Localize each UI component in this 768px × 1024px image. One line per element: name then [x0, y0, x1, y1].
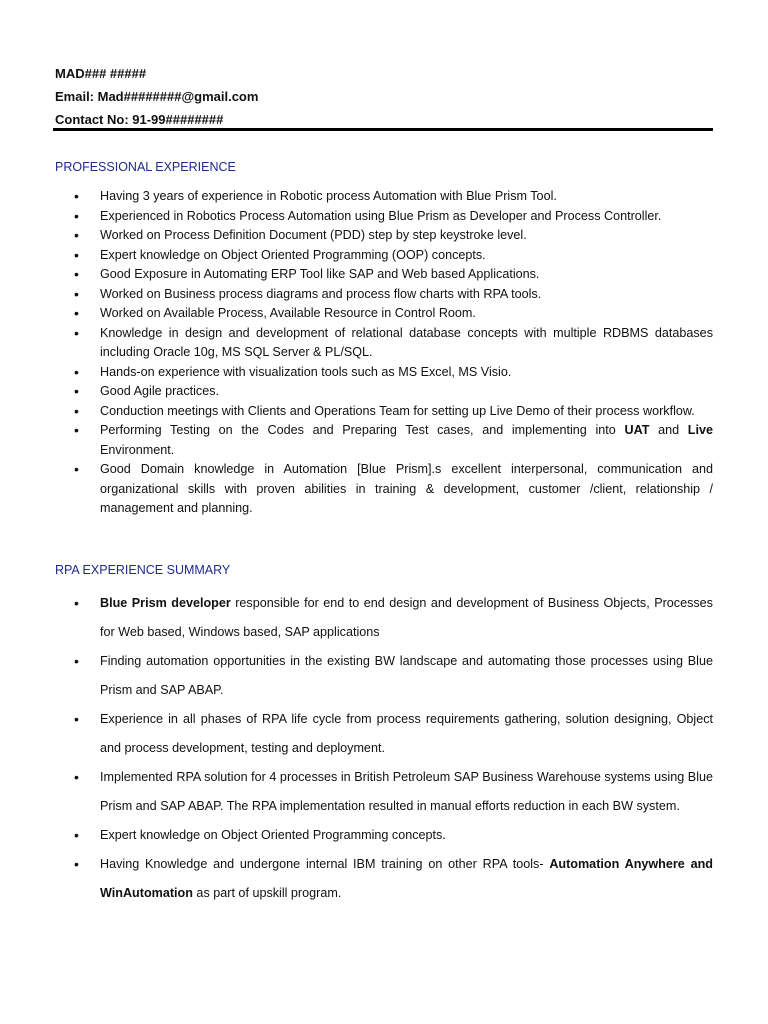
bullet-icon: • [74, 305, 79, 321]
list-item: • Finding automation opportunities in the existing BW landscape and automating those processes using Blue Prism and SAP ABAP. [55, 647, 713, 705]
list-item: • Experience in all phases of RPA life cycle from process requirements gathering, solution designing, Object and process development, testing and deployment. [55, 705, 713, 763]
bullet-icon: • [74, 285, 79, 302]
bullet-icon: • [74, 827, 79, 843]
list-item: • Worked on Process Definition Document (PDD) step by step keystroke level. [55, 226, 713, 246]
bullet-icon: • [74, 246, 79, 263]
contact-line: Contact No: 91-99######## [55, 112, 224, 127]
list-item: • Having 3 years of experience in Robotic process Automation with Blue Prism Tool. [55, 187, 713, 207]
header-divider [53, 128, 713, 131]
list-item: • Good Domain knowledge in Automation [Blue Prism].s excellent interpersonal, communication and organizational skills with proven abilities in training & development, customer /client, relationship / management and planning. [74, 461, 713, 515]
list-item: • Worked on Business process diagrams and process flow charts with RPA tools. [55, 285, 713, 305]
bullet-icon: • [74, 653, 79, 669]
bullet-icon: • [74, 856, 79, 872]
rpa-summary-list [55, 589, 713, 908]
list-item: • Expert knowledge on Object Oriented Programming concepts. [55, 821, 713, 850]
bullet-icon: • [74, 363, 79, 380]
email-line: Email: Mad########@gmail.com [55, 89, 259, 104]
section-title-rpa-experience-summary: RPA EXPERIENCE SUMMARY [55, 563, 231, 577]
list-item: • Blue Prism developer responsible for end to end design and development of Business Objects, Processes for Web based, Windows based, SAP applications [55, 589, 713, 647]
bullet-icon: • [74, 595, 79, 611]
list-item: • Experienced in Robotics Process Automation using Blue Prism as Developer and Process Controller. [55, 207, 713, 227]
list-item: • Implemented RPA solution for 4 processes in British Petroleum SAP Business Warehouse systems using Blue Prism and SAP ABAP. The RPA implementation resulted in manual efforts reduction in each BW system. [55, 763, 713, 821]
list-item: • Performing Testing on the Codes and Preparing Test cases, and implementing into UAT and Live Environment. [74, 422, 713, 457]
bullet-icon: • [74, 383, 79, 399]
professional-experience-list [55, 187, 713, 519]
bullet-icon: • [74, 207, 79, 224]
bullet-icon: • [74, 402, 79, 419]
bullet-icon: • [74, 188, 79, 204]
bullet-icon: • [74, 227, 79, 243]
candidate-name: MAD### ##### [55, 66, 147, 81]
bullet-icon: • [74, 324, 79, 341]
list-item: • Hands-on experience with visualization tools such as MS Excel, MS Visio. [55, 363, 713, 383]
bullet-icon: • [74, 769, 79, 785]
section-title-professional-experience: PROFESSIONAL EXPERIENCE [55, 160, 236, 174]
bullet-icon: • [74, 266, 79, 282]
bullet-icon: • [74, 422, 79, 438]
list-item: • Expert knowledge on Object Oriented Programming (OOP) concepts. [55, 246, 713, 266]
list-item: • Good Agile practices. [55, 382, 713, 402]
list-item: • Worked on Available Process, Available Resource in Control Room. [55, 304, 713, 324]
list-item: • Good Exposure in Automating ERP Tool like SAP and Web based Applications. [55, 265, 713, 285]
list-item: • Conduction meetings with Clients and Operations Team for setting up Live Demo of their process workflow. [55, 402, 713, 422]
bullet-icon: • [74, 461, 79, 477]
list-item: • Knowledge in design and development of relational database concepts with multiple RDBMS databases including Oracle 10g, MS SQL Server & PL/SQL. [74, 324, 713, 359]
list-item: • Having Knowledge and undergone internal IBM training on other RPA tools- Automation Anywhere and WinAutomation as part of upskill program. [55, 850, 713, 908]
bullet-icon: • [74, 711, 79, 727]
